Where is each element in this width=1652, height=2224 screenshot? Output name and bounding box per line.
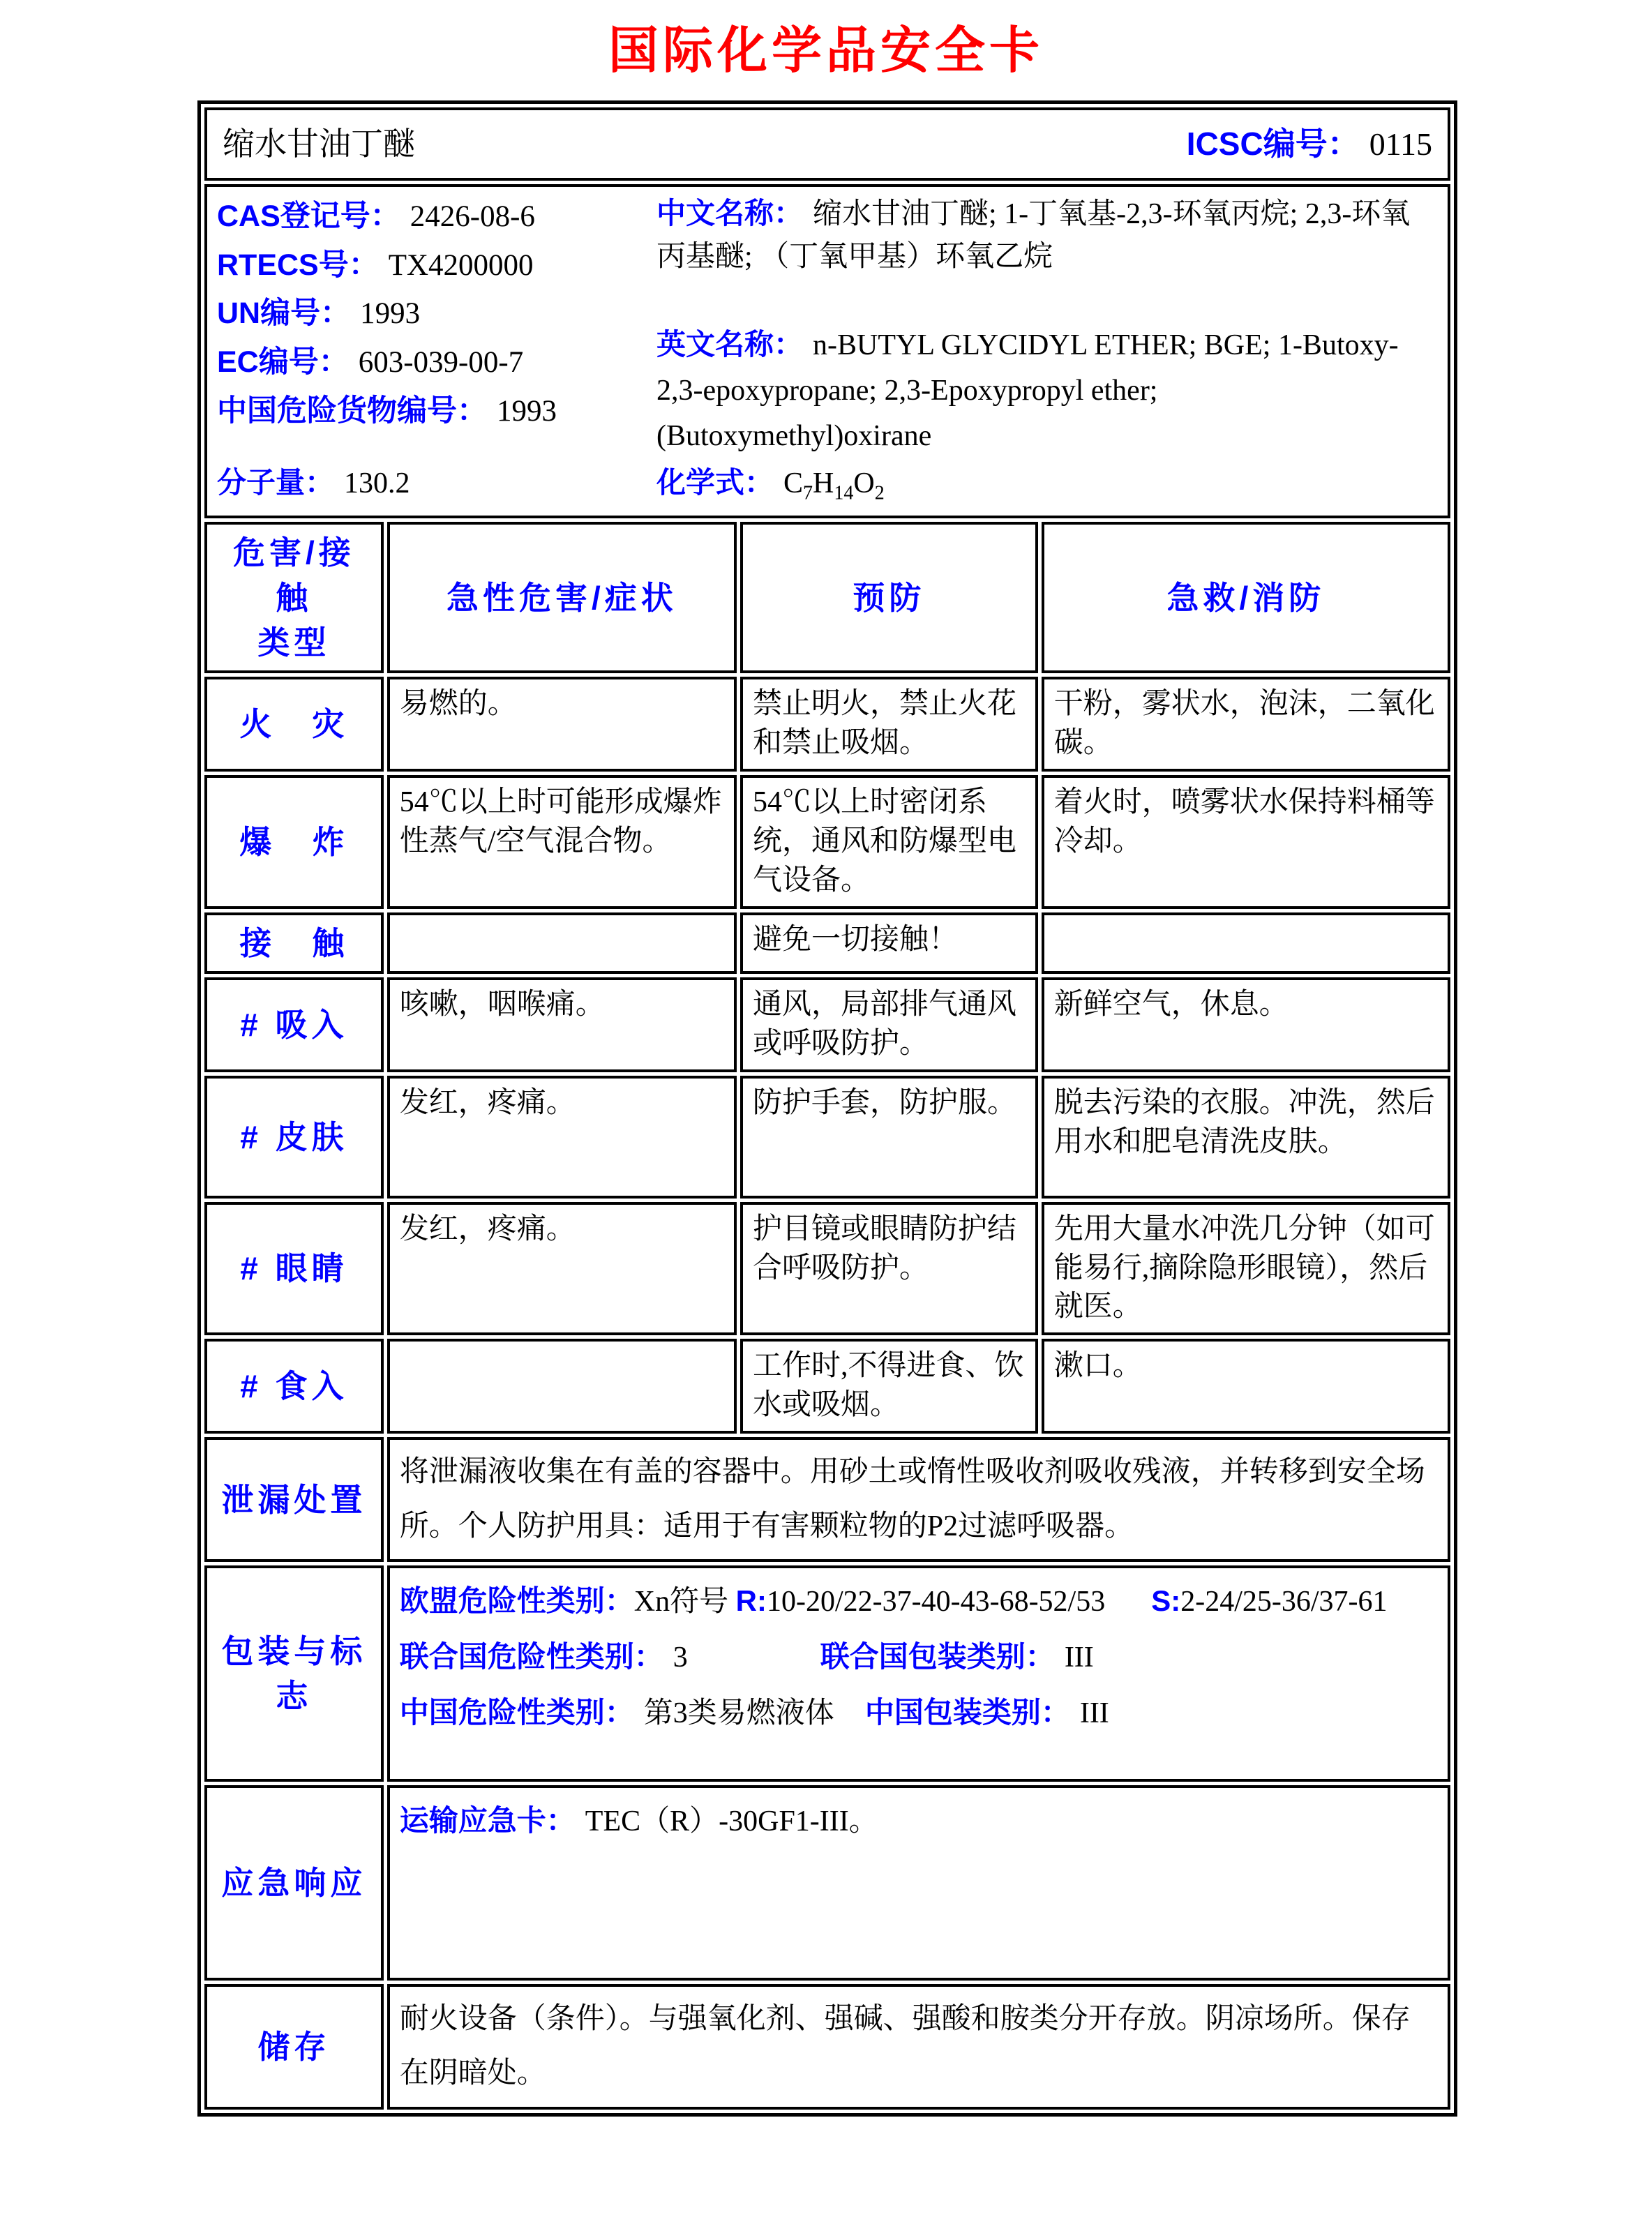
table-row-ingestion [204, 1339, 1450, 1434]
ingestion-first-aid: 漱口。 [1042, 1339, 1450, 1434]
table-row-packaging-labelling [204, 1565, 1450, 1782]
col-header-hazard-type: 危害/接触 类型 [204, 522, 384, 673]
ingestion-symptoms [387, 1339, 737, 1434]
chinese-names: 中文名称： 缩水甘油丁醚; 1-丁氧基-2,3-环氧丙烷; 2,3-环氧丙基醚; （丁氧甲基）环氧乙烷 [656, 197, 1411, 273]
ec-number: EC编号： 603-039-00-7 [217, 345, 524, 380]
molecular-weight: 分子量： 130.2 [217, 465, 410, 499]
row-label-skin: # 皮肤 [204, 1076, 384, 1199]
name-cell [204, 107, 1450, 181]
col-header-prevention: 预防 [740, 522, 1038, 673]
names-block [656, 193, 1438, 459]
col-header-first-aid: 急救/消防 [1042, 522, 1450, 673]
packaging-content [387, 1565, 1450, 1782]
row-label-inhalation: # 吸入 [204, 977, 384, 1072]
explosion-symptoms: 54℃以上时可能形成爆炸性蒸气/空气混合物。 [387, 775, 737, 909]
row-label-packaging: 包装与标志 [204, 1565, 384, 1782]
icsc-label: ICSC编号： [1186, 126, 1360, 162]
eu-hazard-class-line: 欧盟危险性类别：Xn符号 R:10-20/22-37-40-43-68-52/53 S:2-24/25-36/37-61 [399, 1584, 1388, 1618]
info-row [204, 184, 1450, 518]
table-row-skin [204, 1076, 1450, 1199]
fire-prevention: 禁止明火，禁止火花和禁止吸烟。 [740, 677, 1038, 772]
hazard-table-header [204, 522, 1450, 673]
contact-prevention: 避免一切接触！ [740, 912, 1038, 974]
un-class-line: 联合国危险性类别： 3 联合国包装类别： III [399, 1640, 1094, 1674]
row-label-storage: 储存 [204, 1984, 384, 2109]
row-label-emergency: 应急响应 [204, 1785, 384, 1981]
table-row-fire [204, 677, 1450, 772]
row-label-ingestion: # 食入 [204, 1339, 384, 1434]
tec-value: TEC（R）-30GF1-III。 [585, 1805, 878, 1838]
name-row [204, 107, 1450, 181]
identifier-list [217, 193, 656, 459]
inhalation-first-aid: 新鲜空气，休息。 [1042, 977, 1450, 1072]
china-class-line: 中国危险性类别： 第3类易燃液体 中国包装类别： III [399, 1695, 1109, 1729]
inhalation-symptoms: 咳嗽，咽喉痛。 [387, 977, 737, 1072]
page-title: 国际化学品安全卡 [608, 23, 1044, 79]
spill-disposal-text: 将泄漏液收集在有盖的容器中。用砂土或惰性吸收剂吸收残液，并转移到安全场所。个人防护用具：适用于有害颗粒物的P2过滤呼吸器。 [387, 1437, 1450, 1562]
eyes-first-aid: 先用大量水冲洗几分钟（如可能易行,摘除隐形眼镜），然后就医。 [1042, 1202, 1450, 1336]
info-cell [204, 184, 1450, 518]
skin-prevention: 防护手套，防护服。 [740, 1076, 1038, 1199]
row-label-spill-disposal: 泄漏处置 [204, 1437, 384, 1562]
contact-symptoms [387, 912, 737, 974]
table-row-explosion [204, 775, 1450, 909]
emergency-content [387, 1785, 1450, 1981]
table-row-emergency-response [204, 1785, 1450, 1981]
table-row-storage [204, 1984, 1450, 2109]
table-row-inhalation [204, 977, 1450, 1072]
china-dangerous-goods-number: 中国危险货物编号： 1993 [217, 393, 557, 428]
eyes-symptoms: 发红，疼痛。 [387, 1202, 737, 1336]
contact-first-aid [1042, 912, 1450, 974]
cas-number: CAS登记号： 2426-08-6 [217, 200, 535, 234]
chemical-name: 缩水甘油丁醚 [223, 126, 415, 162]
icsc-card [197, 100, 1457, 2117]
row-label-eyes: # 眼睛 [204, 1202, 384, 1336]
col-header-symptoms: 急性危害/症状 [387, 522, 737, 673]
icsc-number-group [1187, 123, 1432, 165]
storage-text: 耐火设备（条件）。与强氧化剂、强碱、强酸和胺类分开存放。阴凉场所。保存在阴暗处。 [387, 1984, 1450, 2109]
icsc-value: 0115 [1369, 126, 1432, 162]
eyes-prevention: 护目镜或眼睛防护结合呼吸防护。 [740, 1202, 1038, 1336]
table-row-eyes [204, 1202, 1450, 1336]
explosion-prevention: 54℃以上时密闭系统，通风和防爆型电气设备。 [740, 775, 1038, 909]
inhalation-prevention: 通风，局部排气通风或呼吸防护。 [740, 977, 1038, 1072]
row-label-explosion: 爆 炸 [204, 775, 384, 909]
row-label-fire: 火 灾 [204, 677, 384, 772]
row-label-contact: 接 触 [204, 912, 384, 974]
chemical-formula: 化学式： $C_7H_{14}O_2$ [656, 465, 885, 504]
english-names: 英文名称： n-BUTYL GLYCIDYL ETHER; BGE; 1-Butoxy-2,3-epoxypropane; 2,3-Epoxypropyl ether; (Butoxymethyl)oxirane [656, 327, 1399, 453]
table-row-contact [204, 912, 1450, 974]
tec-label: 运输应急卡： [399, 1804, 576, 1838]
un-number: UN编号： 1993 [217, 296, 421, 331]
table-row-spill-disposal [204, 1437, 1450, 1562]
skin-symptoms: 发红，疼痛。 [387, 1076, 737, 1199]
rtecs-number: RTECS号： TX4200000 [217, 248, 534, 282]
explosion-first-aid: 着火时，喷雾状水保持料桶等冷却。 [1042, 775, 1450, 909]
skin-first-aid: 脱去污染的衣服。冲洗，然后用水和肥皂清洗皮肤。 [1042, 1076, 1450, 1199]
ingestion-prevention: 工作时,不得进食、饮水或吸烟。 [740, 1339, 1038, 1434]
fire-symptoms: 易燃的。 [387, 677, 737, 772]
fire-first-aid: 干粉，雾状水，泡沫，二氧化碳。 [1042, 677, 1450, 772]
